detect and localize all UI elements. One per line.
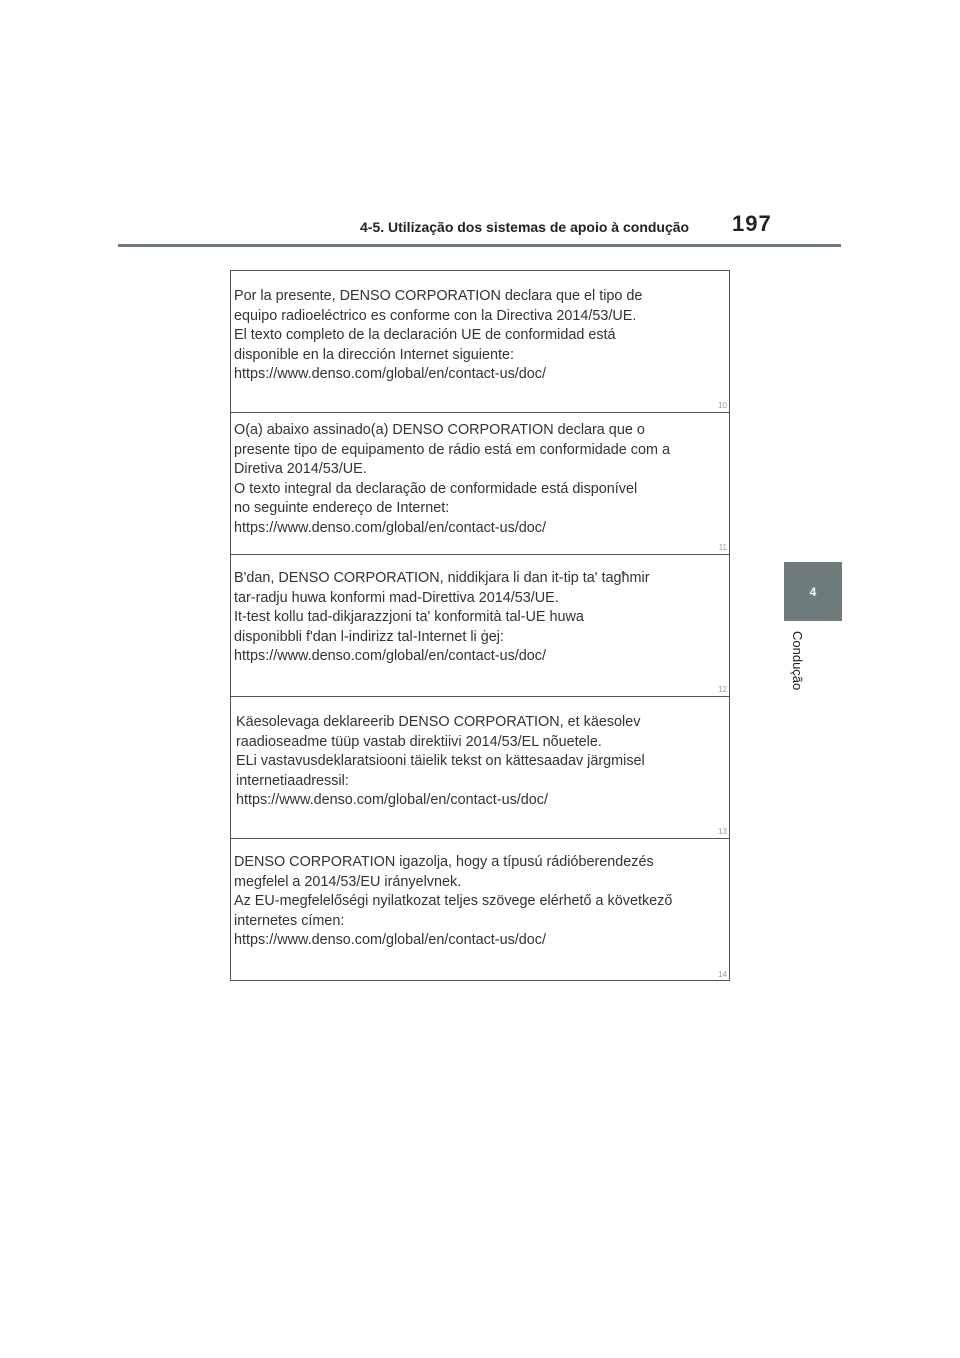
declaration-text: DENSO CORPORATION igazolja, hogy a típusú rádióberendezés megfelel a 2014/53/EU irányelvnek. Az EU-megfelelőségi nyilatkozat teljes szövege elérhető a következő internetes címen: https://www.denso.com/global/en/contact-us/doc/ [234, 854, 673, 949]
block-number: 12 [718, 685, 727, 694]
declaration-block-portuguese [231, 413, 729, 555]
declaration-text: B'dan, DENSO CORPORATION, niddikjara li dan it-tip ta' tagħmir tar-radju huwa konformi mad-Direttiva 2014/53/UE. It-test kollu tad-dikjarazzjoni ta' konformità tal-UE huwa disponibbli f'dan l-indirizz tal-Internet li ġej: https://www.denso.com/global/en/contact-us/doc/ [234, 570, 650, 665]
block-number: 14 [718, 970, 727, 979]
header-divider [118, 244, 841, 247]
chapter-label: Condução [790, 631, 805, 691]
declaration-block-spanish [231, 271, 729, 413]
declaration-block-maltese [231, 555, 729, 697]
block-number: 10 [718, 401, 727, 410]
section-title: 4-5. Utilização dos sistemas de apoio à condução [360, 219, 690, 235]
page-number: 197 [732, 211, 772, 236]
declaration-text: Käesolevaga deklareerib DENSO CORPORATION, et käesolev raadioseadme tüüp vastab direktiivi 2014/53/EL nõuetele. ELi vastavusdeklaratsiooni täielik tekst on kättesaadav järgmisel internetiaadressil: https://www.denso.com/global/en/contact-us/doc/ [236, 714, 645, 809]
declaration-block-hungarian [231, 839, 729, 981]
declaration-block-estonian [231, 697, 729, 839]
block-number: 11 [718, 543, 727, 552]
chapter-tab [784, 562, 842, 621]
chapter-number: 4 [809, 584, 817, 599]
declaration-text: O(a) abaixo assinado(a) DENSO CORPORATION declara que o presente tipo de equipamento de rádio está em conformidade com a Diretiva 2014/53/UE. O texto integral da declaração de conformidade está disponível no seguinte endereço de Internet: https://www.denso.com/global/en/contact-us/doc/ [234, 422, 670, 536]
declaration-text: Por la presente, DENSO CORPORATION declara que el tipo de equipo radioeléctrico es conforme con la Directiva 2014/53/UE. El texto completo de la declaración UE de conformidad está disponible en la dirección Internet siguiente: https://www.denso.com/global/en/contact-us/doc/ [234, 288, 643, 383]
block-number: 13 [718, 827, 727, 836]
declaration-box [230, 270, 730, 981]
